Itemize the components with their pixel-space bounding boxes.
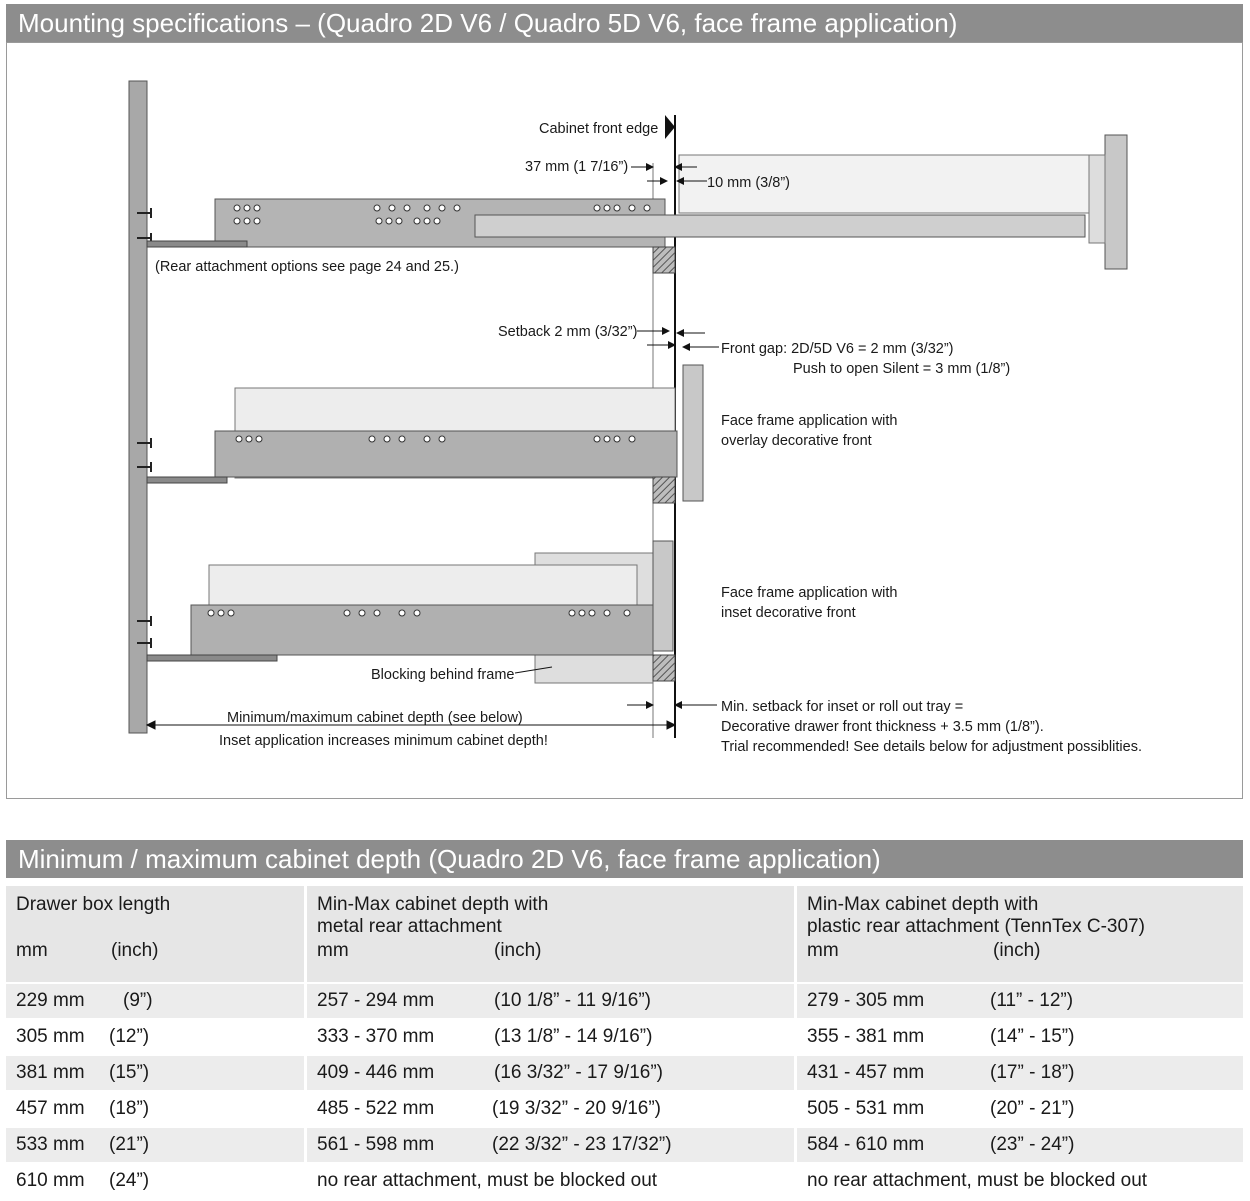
plastic-inch: (17” - 18”) <box>990 1062 1075 1083</box>
front-gap-line2: Push to open Silent = 3 mm (1/8”) <box>793 361 1011 377</box>
plastic-mm: 279 - 305 mm <box>807 990 925 1011</box>
metal-inch: (13 1/8” - 14 9/16”) <box>494 1026 653 1047</box>
dim-10-label: 10 mm (3/8”) <box>707 175 790 191</box>
mounting-spec-title: Mounting specifications – (Quadro 2D V6 / Quadro 5D V6, face frame application) <box>6 4 1243 42</box>
plastic-inch: (20” - 21”) <box>990 1098 1075 1119</box>
metal-mm: 257 - 294 mm <box>317 990 435 1011</box>
len-inch: (12”) <box>109 1026 150 1047</box>
setback-label: Setback 2 mm (3/32”) <box>498 324 638 340</box>
overlay-label-line1: Face frame application with <box>721 413 898 429</box>
overlay-label-line2: overlay decorative front <box>721 433 872 449</box>
plastic-mm: 355 - 381 mm <box>807 1026 925 1047</box>
inset-label-line2: inset decorative front <box>721 605 856 621</box>
cabinet-front-edge-label: Cabinet front edge <box>539 121 659 137</box>
table-row <box>6 983 1243 1019</box>
len-mm: 229 mm <box>16 990 85 1011</box>
plastic-inch: (23” - 24”) <box>990 1134 1075 1155</box>
len-mm: 610 mm <box>16 1170 85 1191</box>
blocking-label: Blocking behind frame <box>371 667 515 683</box>
metal-mm: 561 - 598 mm <box>317 1134 435 1155</box>
plastic-inch: (11” - 12”) <box>990 990 1074 1011</box>
col2-title-line2: metal rear attachment <box>317 916 502 937</box>
cabinet-depth-line2: Inset application increases minimum cabinet depth! <box>219 733 548 749</box>
plastic-mm: 431 - 457 mm <box>807 1062 925 1083</box>
table-row <box>6 1019 1243 1055</box>
table-row <box>6 1127 1243 1163</box>
plastic-mm: 584 - 610 mm <box>807 1134 925 1155</box>
len-inch: (9”) <box>123 990 153 1011</box>
front-gap-line1: Front gap: 2D/5D V6 = 2 mm (3/32”) <box>721 341 954 357</box>
col2-header <box>306 886 796 983</box>
metal-inch: (10 1/8” - 11 9/16”) <box>494 990 652 1011</box>
bottom-drawer <box>147 541 675 683</box>
col2-title-line1: Min-Max cabinet depth with <box>317 894 549 915</box>
rear-attachment-note: (Rear attachment options see page 24 and 25.) <box>155 259 459 275</box>
mounting-diagram <box>6 42 1243 799</box>
col3-header <box>796 886 1244 983</box>
min-setback-line3: Trial recommended! See details below for adjustment possiblities. <box>721 739 1142 755</box>
len-mm: 305 mm <box>16 1026 85 1047</box>
col2-unit-inch: (inch) <box>494 940 542 961</box>
metal-inch: (19 3/32” - 20 9/16”) <box>492 1098 661 1119</box>
table-header-row <box>6 886 1243 983</box>
col3-title-line1: Min-Max cabinet depth with <box>807 894 1039 915</box>
plastic-mm: 505 - 531 mm <box>807 1098 925 1119</box>
col2-unit-mm: mm <box>317 940 349 961</box>
cabinet-depth-line1: Minimum/maximum cabinet depth (see below) <box>227 710 523 726</box>
middle-drawer <box>147 365 703 503</box>
col1-header <box>6 886 306 983</box>
col1-title: Drawer box length <box>16 894 171 915</box>
metal-inch: (16 3/32” - 17 9/16”) <box>494 1062 663 1083</box>
table-row <box>6 1163 1243 1198</box>
len-mm: 533 mm <box>16 1134 85 1155</box>
len-inch: (21”) <box>109 1134 150 1155</box>
table-row <box>6 1091 1243 1127</box>
plastic-inch: (14” - 15”) <box>990 1026 1075 1047</box>
cabinet-back-wall <box>129 81 147 733</box>
table-row <box>6 1055 1243 1091</box>
len-mm: 457 mm <box>16 1098 85 1119</box>
col3-title-line2: plastic rear attachment (TennTex C-307) <box>807 916 1145 937</box>
inset-label-line1: Face frame application with <box>721 585 898 601</box>
col3-unit-inch: (inch) <box>993 940 1041 961</box>
top-drawer <box>147 135 1127 273</box>
min-setback-line2: Decorative drawer front thickness + 3.5 mm (1/8”). <box>721 719 1044 735</box>
len-inch: (24”) <box>109 1170 150 1191</box>
col1-unit-inch: (inch) <box>111 940 159 961</box>
metal-note: no rear attachment, must be blocked out <box>306 1163 796 1198</box>
diagram-svg <box>7 43 1242 798</box>
len-inch: (18”) <box>109 1098 150 1119</box>
plastic-note: no rear attachment, must be blocked out <box>796 1163 1244 1198</box>
dim-37-label: 37 mm (1 7/16”) <box>525 159 629 175</box>
front-edge-marker-icon <box>665 115 675 139</box>
len-mm: 381 mm <box>16 1062 85 1083</box>
metal-inch: (22 3/32” - 23 17/32”) <box>492 1134 672 1155</box>
metal-mm: 485 - 522 mm <box>317 1098 435 1119</box>
min-setback-line1: Min. setback for inset or roll out tray = <box>721 699 964 715</box>
col3-unit-mm: mm <box>807 940 839 961</box>
col1-unit-mm: mm <box>16 940 48 961</box>
depth-table-title: Minimum / maximum cabinet depth (Quadro 2D V6, face frame application) <box>6 840 1243 878</box>
cabinet-depth-table <box>6 886 1243 1198</box>
metal-mm: 333 - 370 mm <box>317 1026 435 1047</box>
metal-mm: 409 - 446 mm <box>317 1062 435 1083</box>
len-inch: (15”) <box>109 1062 150 1083</box>
